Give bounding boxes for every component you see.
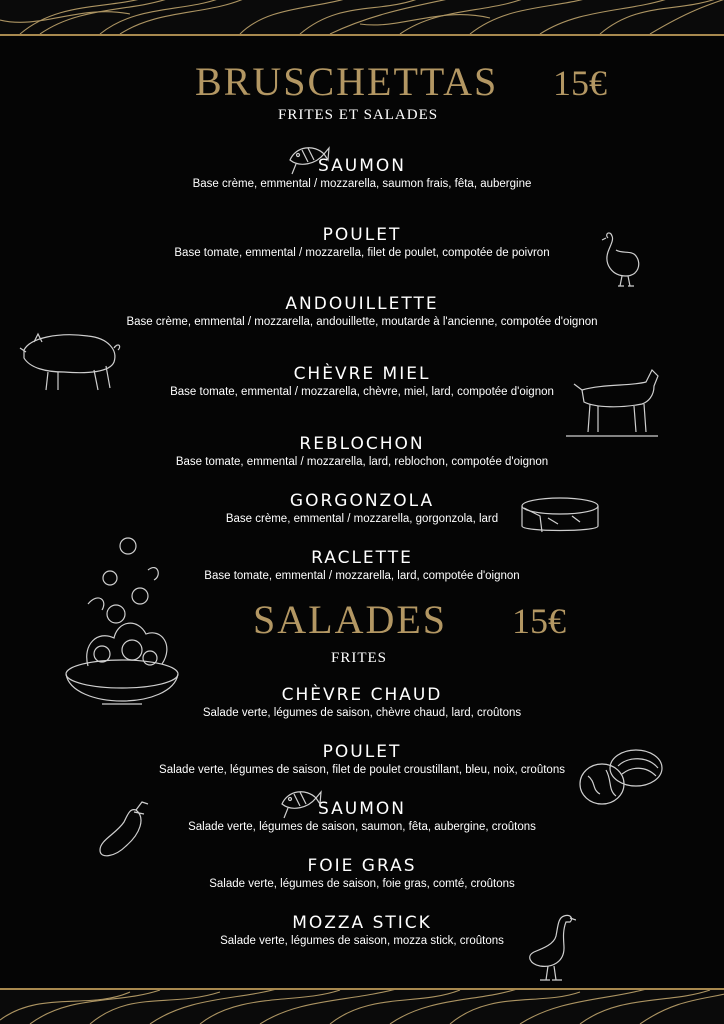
item-description: Base tomate, emmental / mozzarella, filet de poulet, compotée de poivron xyxy=(174,247,550,259)
top-divider xyxy=(0,34,724,36)
pig-icon xyxy=(18,328,122,392)
eggplant-icon xyxy=(96,798,152,862)
item-name: CHÈVRE CHAUD xyxy=(281,685,443,705)
item-name: CHÈVRE MIEL xyxy=(293,364,431,384)
item-name: REBLOCHON xyxy=(299,434,425,454)
bruschetta-item-gorgonzola xyxy=(0,491,724,526)
item-description: Salade verte, légumes de saison, chèvre chaud, lard, croûtons xyxy=(202,707,522,719)
item-name: ANDOUILLETTE xyxy=(285,294,439,314)
bruschettas-price: 15€ xyxy=(553,63,607,103)
walnut-icon xyxy=(578,746,666,808)
bottom-decorative-band xyxy=(0,990,724,1024)
salade-item-mozza-stick xyxy=(0,913,724,948)
fish-icon xyxy=(286,138,330,178)
item-description: Base crème, emmental / mozzarella, gorgonzola, lard xyxy=(225,513,499,525)
fish-icon xyxy=(278,782,322,822)
top-decorative-band xyxy=(0,0,724,34)
goose-icon xyxy=(524,908,576,984)
item-name: FOIE GRAS xyxy=(307,856,417,876)
item-description: Base crème, emmental / mozzarella, andouillette, moutarde à l'ancienne, compotée d'oignon xyxy=(126,316,598,328)
item-description: Base tomate, emmental / mozzarella, lard, reblochon, compotée d'oignon xyxy=(175,456,549,468)
item-description: Base tomate, emmental / mozzarella, chèvre, miel, lard, compotée d'oignon xyxy=(170,386,554,398)
item-name: SAUMON xyxy=(318,799,406,819)
salad-bowl-icon xyxy=(58,534,186,724)
item-description: Salade verte, légumes de saison, saumon, fêta, aubergine, croûtons xyxy=(188,821,536,833)
salades-subtitle: FRITES xyxy=(331,650,388,666)
chicken-icon xyxy=(598,230,644,290)
bruschettas-subtitle: FRITES ET SALADES xyxy=(278,107,439,123)
item-name: POULET xyxy=(322,742,402,762)
item-name: RACLETTE xyxy=(311,548,413,568)
bruschetta-item-saumon xyxy=(0,156,724,191)
item-name: MOZZA STICK xyxy=(292,913,432,933)
item-description: Base tomate, emmental / mozzarella, lard, compotée d'oignon xyxy=(204,570,520,582)
bruschetta-item-andouillette xyxy=(0,294,724,329)
item-description: Salade verte, légumes de saison, filet de poulet croustillant, bleu, noix, croûtons xyxy=(159,764,565,776)
bruschettas-title: BRUSCHETTAS xyxy=(195,59,499,104)
salades-price: 15€ xyxy=(512,601,566,641)
cheese-icon xyxy=(518,494,602,540)
item-description: Salade verte, légumes de saison, foie gras, comté, croûtons xyxy=(209,878,515,890)
item-description: Salade verte, légumes de saison, mozza stick, croûtons xyxy=(220,935,504,947)
goat-icon xyxy=(562,362,662,442)
item-name: GORGONZOLA xyxy=(289,491,435,511)
item-name: POULET xyxy=(322,225,402,245)
item-description: Base crème, emmental / mozzarella, saumon frais, fêta, aubergine xyxy=(192,178,532,190)
item-name: SAUMON xyxy=(318,156,406,176)
salades-title: SALADES xyxy=(253,597,448,642)
